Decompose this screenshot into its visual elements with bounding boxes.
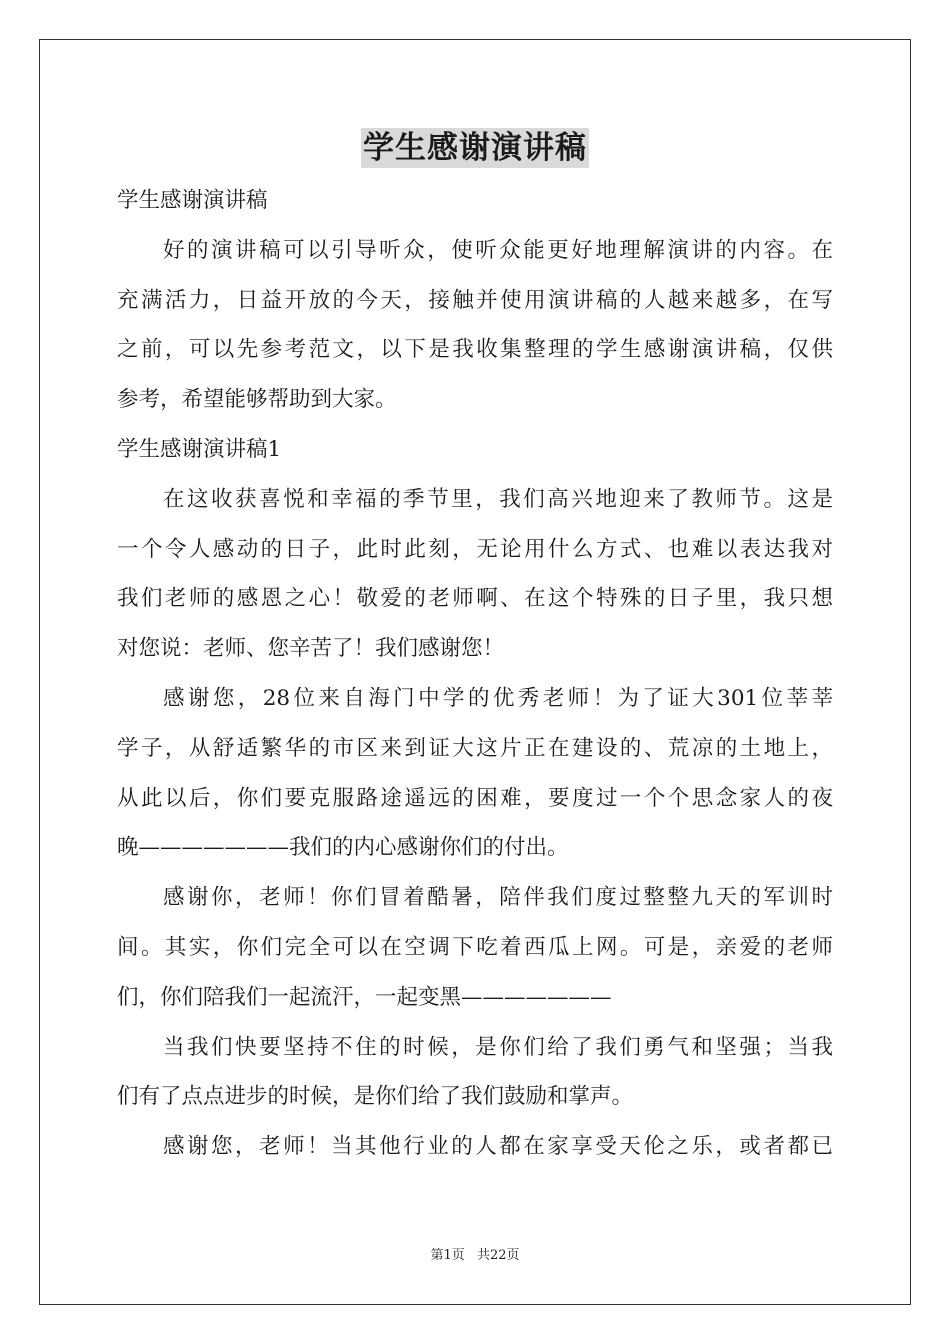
text-line: 一个令人感动的日子，此时此刻，无论用什么方式、也难以表达我对 xyxy=(117,536,833,562)
text-line: 之前，可以先参考范文，以下是我收集整理的学生感谢演讲稿，仅供 xyxy=(117,337,833,363)
page-footer xyxy=(0,1244,950,1263)
current-page-label: 第1页 xyxy=(430,1248,465,1263)
text-line: 学生感谢演讲稿 xyxy=(117,188,268,213)
text-line: 充满活力，日益开放的今天，接触并使用演讲稿的人越来越多，在写 xyxy=(117,287,833,313)
total-pages-label: 共22页 xyxy=(476,1248,520,1263)
text-line: 感谢您，28位来自海门中学的优秀老师！为了证大301位莘莘 xyxy=(163,685,833,711)
text-line: 间。其实，你们完全可以在空调下吃着西瓜上网。可是，亲爱的老师 xyxy=(117,934,833,960)
text-line: 感谢您，老师！当其他行业的人都在家享受天伦之乐，或者都已 xyxy=(163,1134,833,1160)
text-line: 参考，希望能够帮助到大家。 xyxy=(117,387,397,413)
text-line: 学子，从舒适繁华的市区来到证大这片正在建设的、荒凉的土地上， xyxy=(117,735,833,761)
document-title: 学生感谢演讲稿 xyxy=(363,130,587,166)
text-line: 从此以后，你们要克服路途遥远的困难，要度过一个个思念家人的夜 xyxy=(117,785,833,811)
document-body xyxy=(117,176,833,1172)
text-line: 晚———————我们的内心感谢你们的付出。 xyxy=(117,835,569,861)
text-line: 们，你们陪我们一起流汗，一起变黑——————— xyxy=(117,984,612,1010)
text-line: 在这收获喜悦和幸福的季节里，我们高兴地迎来了教师节。这是 xyxy=(163,486,833,512)
text-line: 学生感谢演讲稿1 xyxy=(117,436,282,462)
text-line: 感谢你，老师！你们冒着酷暑，陪伴我们度过整整九天的军训时 xyxy=(163,885,833,911)
text-line: 我们老师的感恩之心！敬爱的老师啊、在这个特殊的日子里，我只想 xyxy=(117,586,833,612)
text-line: 好的演讲稿可以引导听众，使听众能更好地理解演讲的内容。在 xyxy=(163,237,833,263)
text-line: 当我们快要坚持不住的时候，是你们给了我们勇气和坚强；当我 xyxy=(163,1034,833,1060)
title-container xyxy=(0,128,950,168)
text-line: 对您说：老师、您辛苦了！我们感谢您！ xyxy=(117,636,505,662)
text-line: 们有了点点进步的时候，是你们给了我们鼓励和掌声。 xyxy=(117,1084,634,1110)
